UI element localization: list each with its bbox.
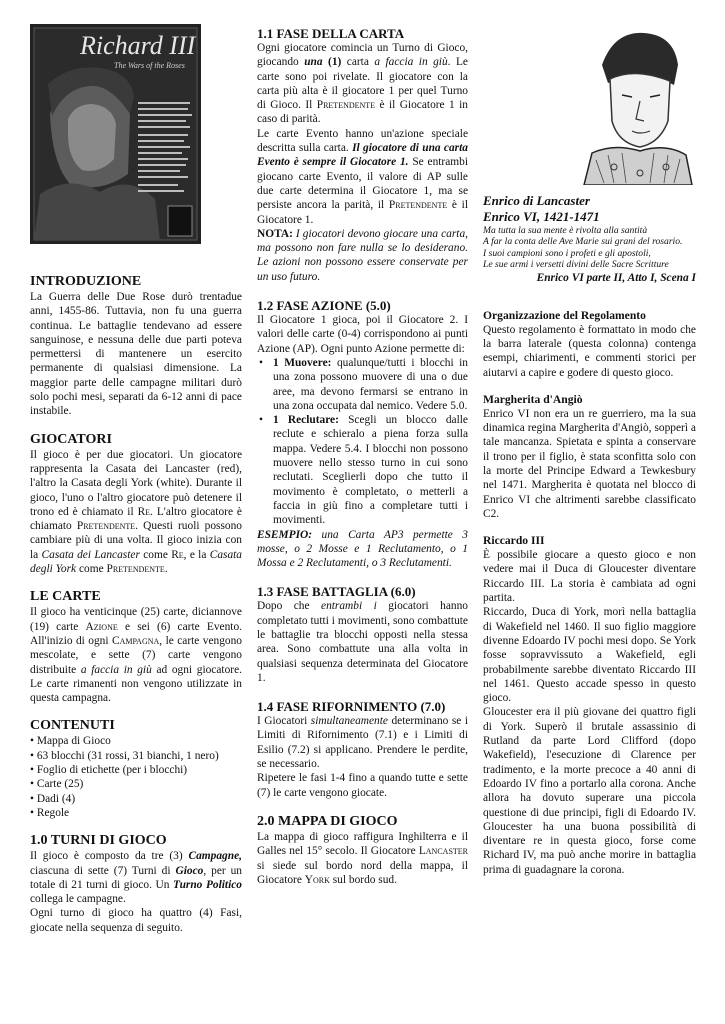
game-box-cover-image [30,24,201,244]
carte-paragraph: Il gioco ha venticinque (25) carte, diciannove (19) carte Azione e sei (6) carte Evento. All'inizio di ogni Campagna, le carte vengono mescolate, e sette (7) carte vengono distribuite a faccia in giù ad ogni giocatore. Le carte rimanenti non vengono utilizzate in questa campagna. [30,606,243,705]
riccardo-paragraph-1: È possibile giocare a questo gioco e non vedere mai il Duca di Gloucester diventare Riccardo III. La storia è cambiata ad ogni partita. [483,549,696,605]
contenuti-list [30,734,242,820]
heading-fase-della-carta: 1.1 FASE DELLA CARTA [257,26,405,41]
heading-riccardo-iii: Riccardo III [483,534,545,548]
poem-line: I suoi campioni sono i profeti e gli apostoli, [483,247,651,259]
cover-title: Richard III [80,31,196,60]
heading-mappa-di-gioco: 2.0 MAPPA DI GIOCO [257,813,398,829]
mappa-paragraph: La mappa di gioco raffigura Inghilterra e il Galles nel 15° secolo. Il Giocatore Lancaster si siede sul bordo nord della mappa, il Giocatore York sul bordo sud. [257,830,468,886]
list-item: • Regole [30,806,242,820]
fase-carta-paragraph: Ogni giocatore comincia un Turno di Gioco, giocando una (1) carta a faccia in giù. Le carte sono poi rivelate. Il giocatore con la carta più alta è il giocatore 1 per quel Turno di Gioco. Il Pretendente è il Giocatore 1 in caso di parità. [257,42,468,126]
margherita-paragraph: Enrico VI non era un re guerriero, ma la sua dinamica regina Margherita d'Angiò, sopperì a tale mancanza. Spietata e spinta a conservare il trono per il figlio, è stata sconfitta solo con la morte del Principe Edward a Tewkesbury nel 1471. Margherita è quotata nel blocco di Enrico VI che altrimenti sarebbe classificato C2. [483,407,696,520]
portrait-caption [483,193,696,225]
cover-subtitle: The Wars of the Roses [114,61,185,70]
list-item: • Dadi (4) [30,792,242,806]
caption-title: Enrico VI, 1421-1471 [483,209,600,224]
heading-fase-battaglia: 1.3 FASE BATTAGLIA (6.0) [257,584,416,600]
azione-paragraph: Il Giocatore 1 gioca, poi il Giocatore 2. I valori delle carte (0-4) corrispondono ai punti Azione (AP). Ogni punto Azione permette di: [257,314,468,355]
heading-le-carte: LE CARTE [30,589,101,605]
caption-name: Enrico di Lancaster [483,193,590,208]
heading-margherita: Margherita d'Angiò [483,392,583,406]
poem-line: Le sue armi i versetti divini delle Sacre Scritture [483,259,669,271]
riccardo-paragraph-2: Riccardo, Duca di York, morì nella battaglia di Wakefield nel 1460. Il suo figlio maggiore divenne Edoardo IV pochi mesi dopo. Se York fosse sopravvissuto a Wakefield, egli probabilmente sarebbe diventato Riccardo III nel 1461. Questo accade spesso in questo gioco. [483,606,696,705]
riccardo-paragraph-3: Gloucester era il più giovane dei quattro figli di York. Superò il brutale assassinio di Rutland da parte Lord Clifford (dopo Wakefield), l'esecuzione di Clarence per tradimento, e la morte precoce a 40 anni di Edoardo IV fino a portarlo alla corona. Anche allora ha dovuto superare una piccola questione di due principi, figli di Edoardo IV. Gloucester ha una buona possibilità di diventare re in questa gioco, forse come Richard IV, ma può anche morire in battaglia prima di guadagnare la corona. [483,706,696,876]
heading-introduzione: INTRODUZIONE [30,274,142,289]
list-item: • 63 blocchi (31 rossi, 31 bianchi, 1 nero) [30,749,242,763]
rifornimento-paragraph-2: Ripetere le fasi 1-4 fino a quando tutte e sette (7) le carte vengono giocate. [257,772,468,799]
poem-quote [483,225,696,271]
turni-paragraph: Il gioco è composto da tre (3) Campagne, ciascuna di sette (7) Turni di Gioco, per un totale di 21 turni di gioco. Un Turno Politico collega le campagne. [30,850,243,906]
heading-organizzazione: Organizzazione del Regolamento [483,308,646,322]
heading-fase-azione: 1.2 FASE AZIONE (5.0) [257,298,391,314]
heading-turni-di-gioco: 1.0 TURNI DI GIOCO [30,833,167,849]
list-item: • 1 Reclutare: Scegli un blocco dalle reclute e schieralo a piena forza sulla mappa. Vedere 5.4. I blocchi non possono muovere nello stesso turno in cui sono reclutati. Sceglierli dopo che tutto il movimento è completato, o metterli a faccia in giù fino a completare tutti i movimenti. [257,413,468,527]
cover-art [30,24,201,244]
portrait-engraving [574,25,694,185]
fase-carta-evento-paragraph: Le carte Evento hanno un'azione speciale descritta sulla carta. Il giocatore di una carta Evento è sempre il Giocatore 1. Se entrambi giocano carte Evento, il valore di AP sulle due carte determina il Giocatore 1, ma se persiste ancora la parità, il Pretendente è il Giocatore 1. [257,127,468,226]
poem-line: Ma tutta la sua mente è rivolta alla santità [483,225,648,236]
giocatori-paragraph: Il gioco è per due giocatori. Un giocatore rappresenta la Casata dei Lancaster (red), l'altro la Casata degli York (white). Durante il gioco, l'uno o l'altro giocatore può detenere il trono ed è chiamato il Re. L'altro giocatore è chiamato Pretendente. Questi ruoli possono cambiare più di una volta. Il gioco inizia con la Casata dei Lancaster come Re, e la Casata degli York come Pretendente. [30,448,242,576]
poem-attribution: Enrico VI parte II, Atto I, Scena I [536,271,696,284]
heading-giocatori: GIOCATORI [30,431,112,447]
list-item: • Mappa di Gioco [30,734,242,748]
list-item: • Carte (25) [30,777,242,791]
nota-paragraph: NOTA: I giocatori devono giocare una carta, ma possono non fare nulla se lo desiderano. Le azioni non possono essere conservate per un uso futuro. [257,227,468,283]
organizzazione-paragraph: Questo regolamento è formattato in modo che la barra laterale (questa colonna) contenga esempi, chiarimenti, e commenti storici per aiutarvi a capire e godere di questo gioco. [483,323,696,379]
esempio-paragraph: ESEMPIO: una Carta AP3 permette 3 mosse, o 2 Mosse e 1 Reclutamento, o 1 Mossa e 2 Reclutamenti, o 3 Reclutamenti. [257,528,468,570]
azione-list [257,356,468,528]
list-item: • Foglio di etichette (per i blocchi) [30,763,242,777]
intro-paragraph: La Guerra delle Due Rose durò trentadue anni, 1455-86. Tuttavia, non fu una guerra continua. Le battaglie tendevano ad essere sanguinose, e nessuna delle due parti poteva permettersi di mantenere un esercito permanente di qualsiasi dimensione. La maggior parte delle campagne militari durò solo pochi mesi, separati da 6-12 anni di pace instabile. [30,291,242,418]
battaglia-paragraph: Dopo che entrambi i giocatori hanno completato tutti i movimenti, sono combattute le battaglie tra blocchi opposti nella stessa area. Sono combattute una alla volta in qualsiasi sequenza determinata del Giocatore 1. [257,600,468,684]
henry-vi-portrait-image [574,25,694,185]
heading-fase-rifornimento: 1.4 FASE RIFORNIMENTO (7.0) [257,699,446,715]
poem-line: A far la conta delle Ave Marie sui grani del rosario. [483,236,683,248]
heading-contenuti: CONTENUTI [30,718,115,734]
rifornimento-paragraph: I Giocatori simultaneamente determinano se i Limiti di Rifornimento (7.1) e i Limiti di Esilio (7.2) si applicano. Prendere le perdite, se necessario. [257,715,468,771]
list-item: • 1 Muovere: qualunque/tutti i blocchi in una zona possono muovere di una o due aree, ma devono fermarsi se entrano in una zona occupata dal nemico. Vedere 5.0. [257,356,468,413]
turni-paragraph-2: Ogni turno di gioco ha quattro (4) Fasi, giocate nella sequenza di seguito. [30,907,242,934]
